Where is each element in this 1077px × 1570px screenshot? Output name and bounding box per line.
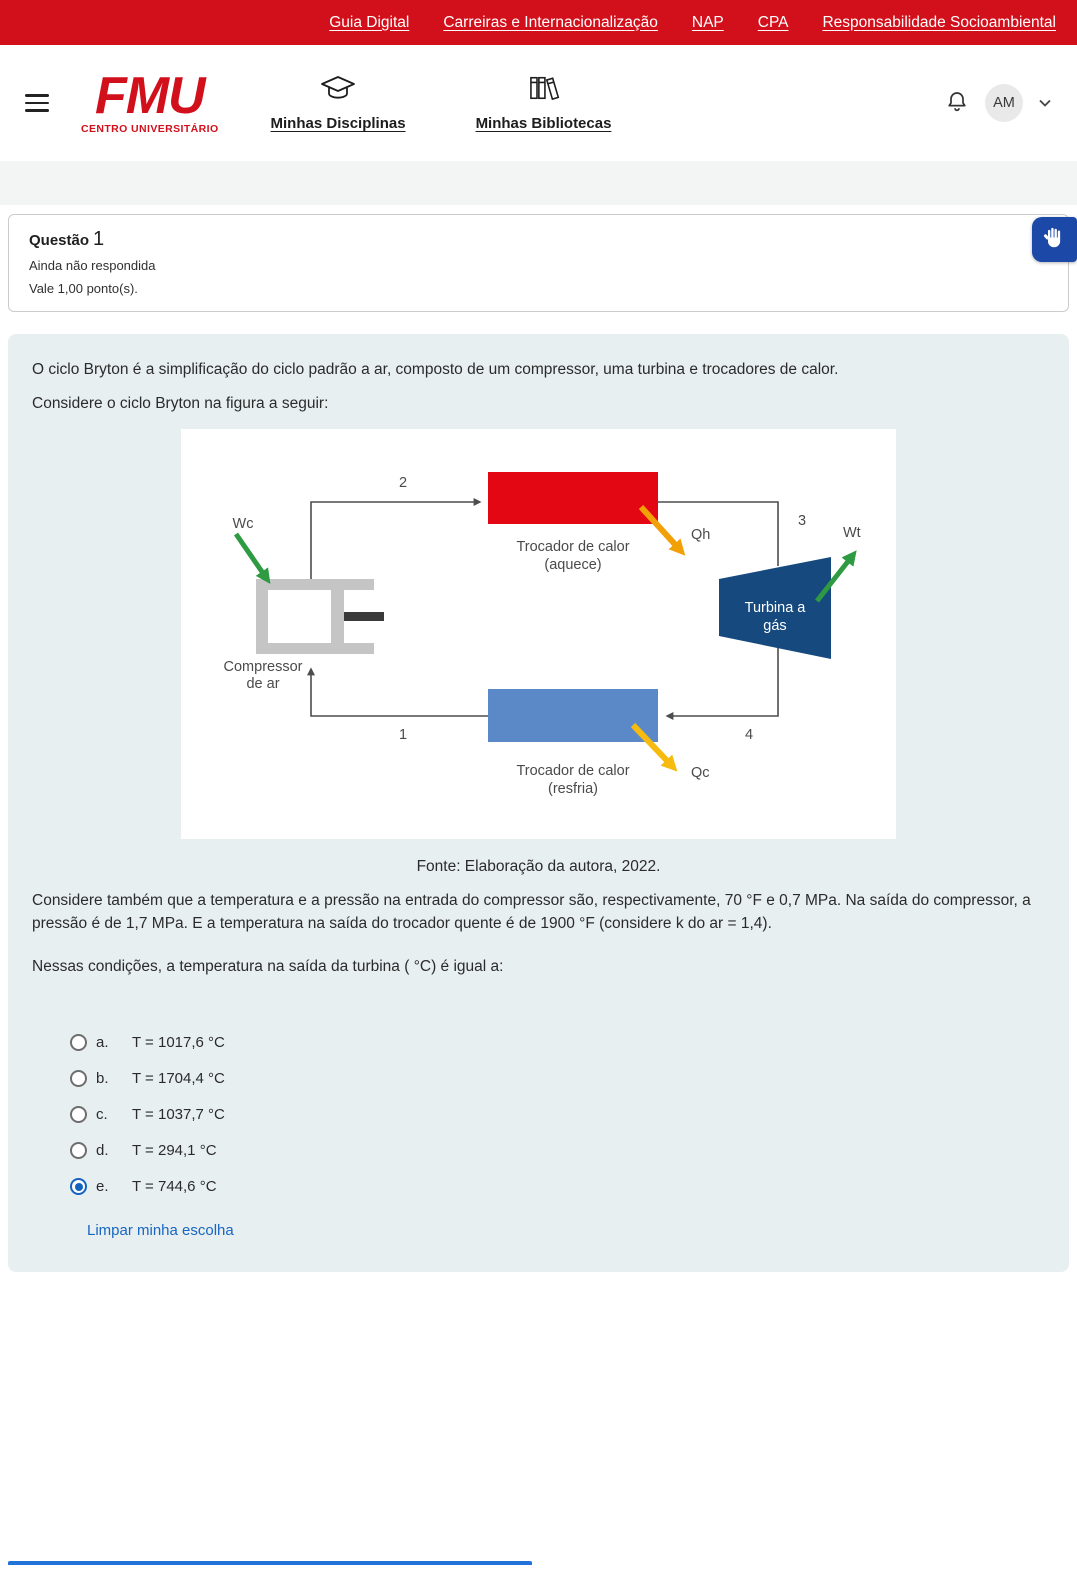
option-c[interactable]: [32, 1097, 1045, 1133]
radio-option-b[interactable]: [70, 1070, 87, 1087]
top-links-bar: [0, 0, 1077, 45]
link-carreiras[interactable]: Carreiras e Internacionalização: [443, 13, 658, 31]
cooler-label-2: (resfria): [548, 780, 598, 797]
heater-block: [488, 472, 658, 524]
question-paragraph-2: Considere o ciclo Bryton na figura a seguir:: [32, 395, 329, 413]
wc-arrow: [236, 534, 267, 579]
wc-label: Wc: [232, 515, 254, 532]
turbine-label-2: gás: [763, 617, 787, 634]
option-letter: b.: [96, 1070, 109, 1087]
option-text: T = 1017,6 °C: [132, 1034, 225, 1051]
figure-source: Fonte: Elaboração da autora, 2022.: [416, 857, 661, 875]
option-letter: c.: [96, 1106, 108, 1123]
clear-choice-link[interactable]: Limpar minha escolha: [87, 1221, 234, 1239]
option-letter: a.: [96, 1034, 109, 1051]
option-a[interactable]: [32, 1025, 1045, 1061]
link-responsabilidade[interactable]: Responsabilidade Socioambiental: [822, 13, 1056, 31]
graduation-cap-icon: [320, 74, 356, 107]
state-4-label: 4: [744, 726, 754, 743]
link-nap[interactable]: NAP: [691, 13, 724, 31]
nav-label: Minhas Bibliotecas: [475, 115, 612, 132]
chevron-down-icon[interactable]: [1039, 99, 1051, 107]
brayton-cycle-figure: [181, 429, 896, 839]
radio-option-a[interactable]: [70, 1034, 87, 1051]
link-cpa[interactable]: CPA: [757, 13, 789, 31]
qc-label: Qc: [691, 764, 710, 781]
nav-label: Minhas Disciplinas: [270, 115, 406, 132]
accessibility-hand-button[interactable]: [1032, 217, 1077, 262]
question-card: [8, 334, 1069, 1272]
option-text: T = 1037,7 °C: [132, 1106, 225, 1123]
qh-label: Qh: [691, 526, 711, 543]
compressor-label-1: Compressor: [223, 658, 303, 675]
cooler-label-1: Trocador de calor: [516, 762, 630, 779]
option-text: T = 744,6 °C: [132, 1178, 217, 1195]
option-text: T = 294,1 °C: [132, 1142, 217, 1159]
logo-subtitle: CENTRO UNIVERSITÁRIO: [81, 122, 219, 135]
cooler-block: [488, 689, 658, 742]
question-status: Ainda não respondida: [29, 258, 156, 273]
nav-minhas-disciplinas[interactable]: [271, 74, 406, 132]
option-letter: e.: [96, 1178, 109, 1195]
option-b[interactable]: [32, 1061, 1045, 1097]
heater-label-1: Trocador de calor: [516, 538, 630, 555]
option-text: T = 1704,4 °C: [132, 1070, 225, 1087]
radio-option-d[interactable]: [70, 1142, 87, 1159]
radio-option-c[interactable]: [70, 1106, 87, 1123]
option-e[interactable]: [32, 1169, 1045, 1205]
logo-text: FMU: [94, 66, 205, 125]
option-d[interactable]: [32, 1133, 1045, 1169]
heater-label-2: (aquece): [544, 556, 602, 573]
wt-label: Wt: [843, 524, 861, 541]
question-number: 1: [93, 228, 105, 250]
turbine-label-1: Turbina a: [744, 599, 806, 616]
state-2-label: 2: [398, 474, 408, 491]
breadcrumb-bar: [0, 161, 1077, 205]
question-paragraph-3: Considere também que a temperatura e a pressão na entrada do compressor são, respectivamente, 70 °F e 0,7 MPa. Na saída do compressor, a pressão é de 1,7 MPa. E a temperatura na saída do trocador quente é de 1900 °F (considere k do ar = 1,4).: [32, 891, 1031, 932]
question-paragraph-1: O ciclo Bryton é a simplificação do ciclo padrão a ar, composto de um compressor, uma turbina e trocadores de calor.: [32, 361, 839, 378]
answer-options: [32, 1025, 1045, 1205]
compressor-label-2: de ar: [246, 675, 280, 692]
notification-bell-icon[interactable]: [945, 89, 969, 118]
menu-hamburger-icon[interactable]: [25, 89, 49, 117]
question-label: Questão: [29, 232, 90, 249]
books-icon: [528, 74, 560, 107]
option-letter: d.: [96, 1142, 109, 1159]
state-1-label: 1: [398, 726, 408, 743]
radio-option-e[interactable]: [70, 1178, 87, 1195]
header: [0, 45, 1077, 161]
question-info-box: [8, 214, 1069, 312]
nav-minhas-bibliotecas[interactable]: [476, 74, 612, 132]
user-avatar[interactable]: AM: [985, 84, 1023, 122]
question-paragraph-4: Nessas condições, a temperatura na saída da turbina ( °C) é igual a:: [32, 958, 504, 976]
hand-icon: [1041, 224, 1068, 256]
state-3-label: 3: [797, 512, 807, 529]
link-guia-digital[interactable]: Guia Digital: [329, 13, 410, 31]
footer-accent-line: [8, 1561, 532, 1565]
compressor-sketch: [256, 579, 384, 654]
qh-arrow: [641, 507, 681, 551]
question-points: Vale 1,00 ponto(s).: [29, 281, 138, 296]
fmu-logo[interactable]: [81, 66, 219, 135]
